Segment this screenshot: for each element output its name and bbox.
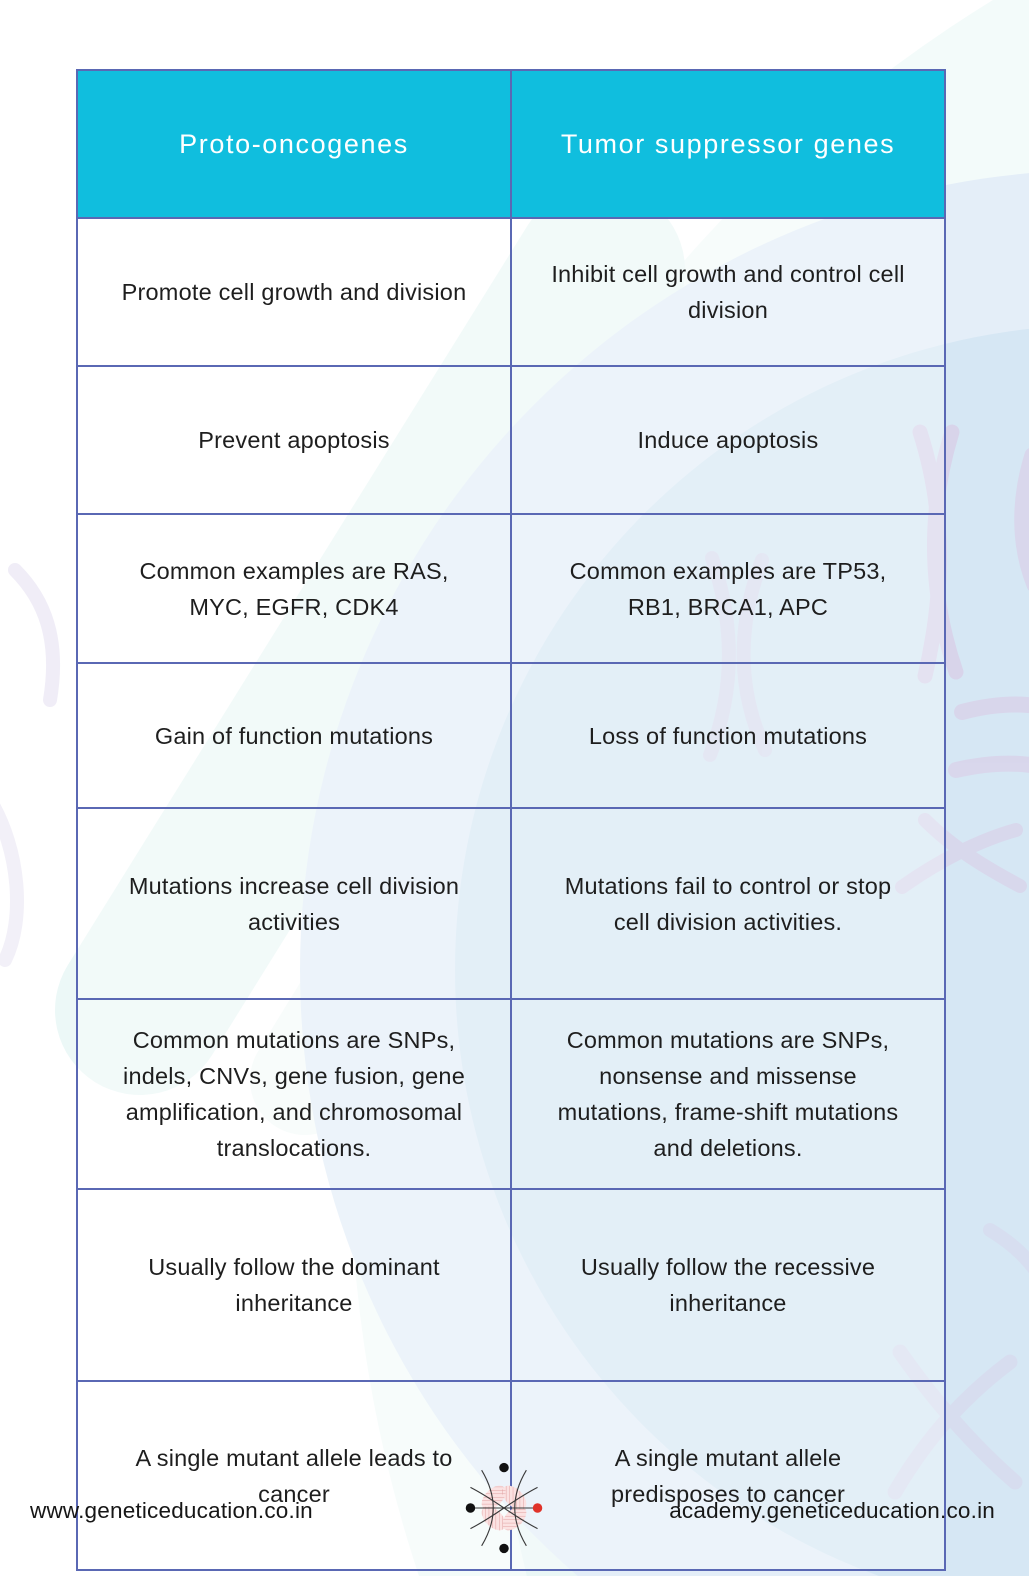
table-cell: Mutations fail to control or stop cell division activities. (511, 808, 945, 999)
logo-strands (470, 1470, 537, 1546)
table-header-row (77, 70, 945, 218)
table-row (77, 663, 945, 808)
table-cell: Prevent apoptosis (77, 366, 511, 514)
table-cell: A single mutant allele predisposes to cancer (511, 1381, 945, 1570)
table-cell: Usually follow the recessive inheritance (511, 1189, 945, 1381)
table-cell: Common examples are RAS, MYC, EGFR, CDK4 (77, 514, 511, 663)
table-cell: Mutations increase cell division activities (77, 808, 511, 999)
table-row (77, 1189, 945, 1381)
table-cell: Loss of function mutations (511, 663, 945, 808)
table-cell: Induce apoptosis (511, 366, 945, 514)
table-cell: Usually follow the dominant inheritance (77, 1189, 511, 1381)
dna-chromosome-logo-icon (461, 1456, 547, 1560)
table-cell: Common mutations are SNPs, indels, CNVs, gene fusion, gene amplification, and chromosomal translocations. (77, 999, 511, 1189)
table-row (77, 999, 945, 1189)
table-cell: Inhibit cell growth and control cell division (511, 218, 945, 366)
table-row (77, 218, 945, 366)
footer-left-link[interactable]: www.geneticeducation.co.in (30, 1498, 313, 1523)
table-cell: Gain of function mutations (77, 663, 511, 808)
header-proto-oncogenes: Proto-oncogenes (77, 70, 511, 218)
table-cell: A single mutant allele leads to cancer (77, 1381, 511, 1570)
table-cell: Promote cell growth and division (77, 218, 511, 366)
table-cell: Common mutations are SNPs, nonsense and missense mutations, frame-shift mutations and deletions. (511, 999, 945, 1189)
table-row (77, 808, 945, 999)
table-cell: Common examples are TP53, RB1, BRCA1, APC (511, 514, 945, 663)
table-row (77, 514, 945, 663)
comparison-table (76, 69, 946, 1571)
footer-right-link[interactable]: academy.geneticeducation.co.in (669, 1498, 995, 1523)
table-row (77, 366, 945, 514)
header-tumor-suppressor-genes: Tumor suppressor genes (511, 70, 945, 218)
